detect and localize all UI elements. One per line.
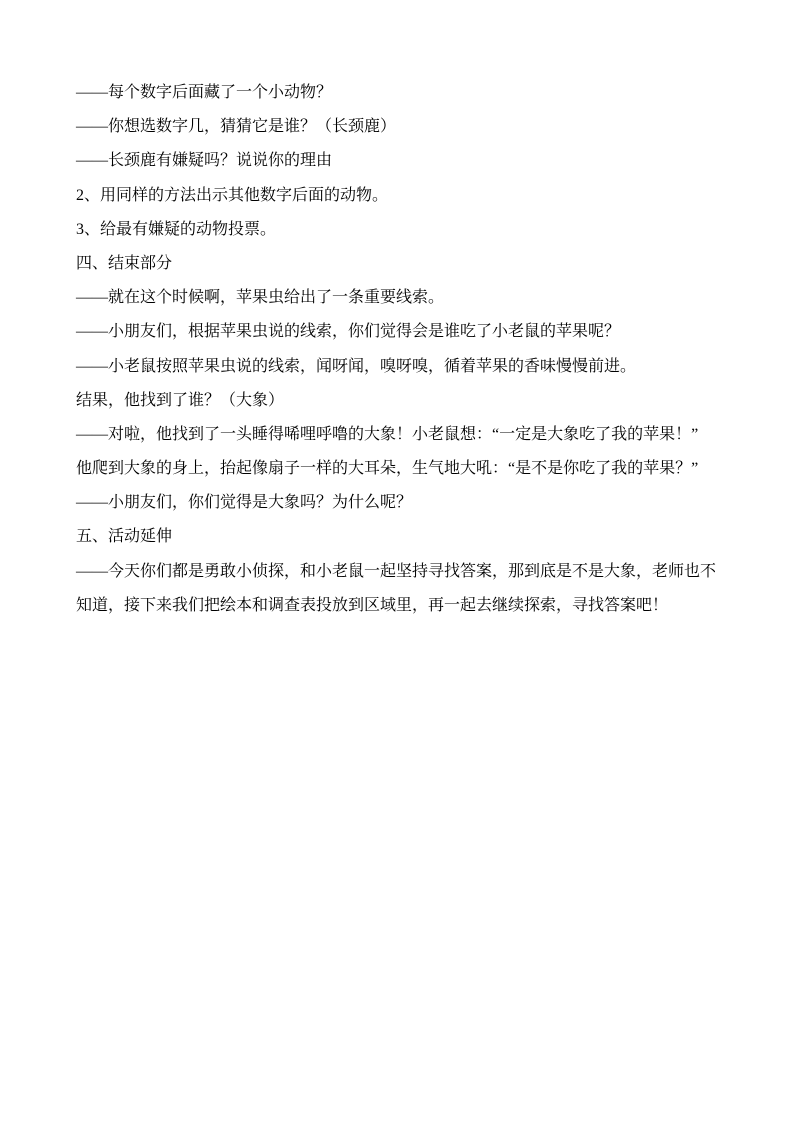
text-line: ——你想选数字几，猜猜它是谁？（长颈鹿） bbox=[76, 118, 397, 136]
section-heading: 四、结束部分 bbox=[76, 254, 173, 272]
text-line: ——长颈鹿有嫌疑吗？说说你的理由 bbox=[76, 152, 333, 170]
text-line: 他爬到大象的身上，抬起像扇子一样的大耳朵，生气地大吼：“是不是你吃了我的苹果？” bbox=[76, 460, 699, 478]
text-line: 2、用同样的方法出示其他数字后面的动物。 bbox=[76, 186, 389, 204]
text-line: ——就在这个时候啊，苹果虫给出了一条重要线索。 bbox=[76, 289, 445, 307]
text-line: ——小朋友们，你们觉得是大象吗？为什么呢？ bbox=[76, 494, 413, 512]
text-line: ——小老鼠按照苹果虫说的线索，闻呀闻，嗅呀嗅，循着苹果的香味慢慢前进。 bbox=[76, 357, 637, 375]
document-text-block bbox=[76, 76, 724, 623]
text-line: ——对啦，他找到了一头睡得唏哩呼噜的大象！小老鼠想：“一定是大象吃了我的苹果！” bbox=[76, 425, 699, 443]
text-line: 知道，接下来我们把绘本和调查表投放到区域里，再一起去继续探索，寻找答案吧！ bbox=[76, 596, 669, 614]
text-line: ——今天你们都是勇敢小侦探，和小老鼠一起坚持寻找答案，那到底是不是大象，老师也不 bbox=[76, 562, 717, 580]
text-line: 3、给最有嫌疑的动物投票。 bbox=[76, 220, 277, 238]
text-line: ——小朋友们，根据苹果虫说的线索，你们觉得会是谁吃了小老鼠的苹果呢？ bbox=[76, 323, 621, 341]
text-line: 结果，他找到了谁？（大象） bbox=[76, 391, 285, 409]
section-heading: 五、活动延伸 bbox=[76, 528, 173, 546]
text-line: ——每个数字后面藏了一个小动物？ bbox=[76, 84, 333, 101]
